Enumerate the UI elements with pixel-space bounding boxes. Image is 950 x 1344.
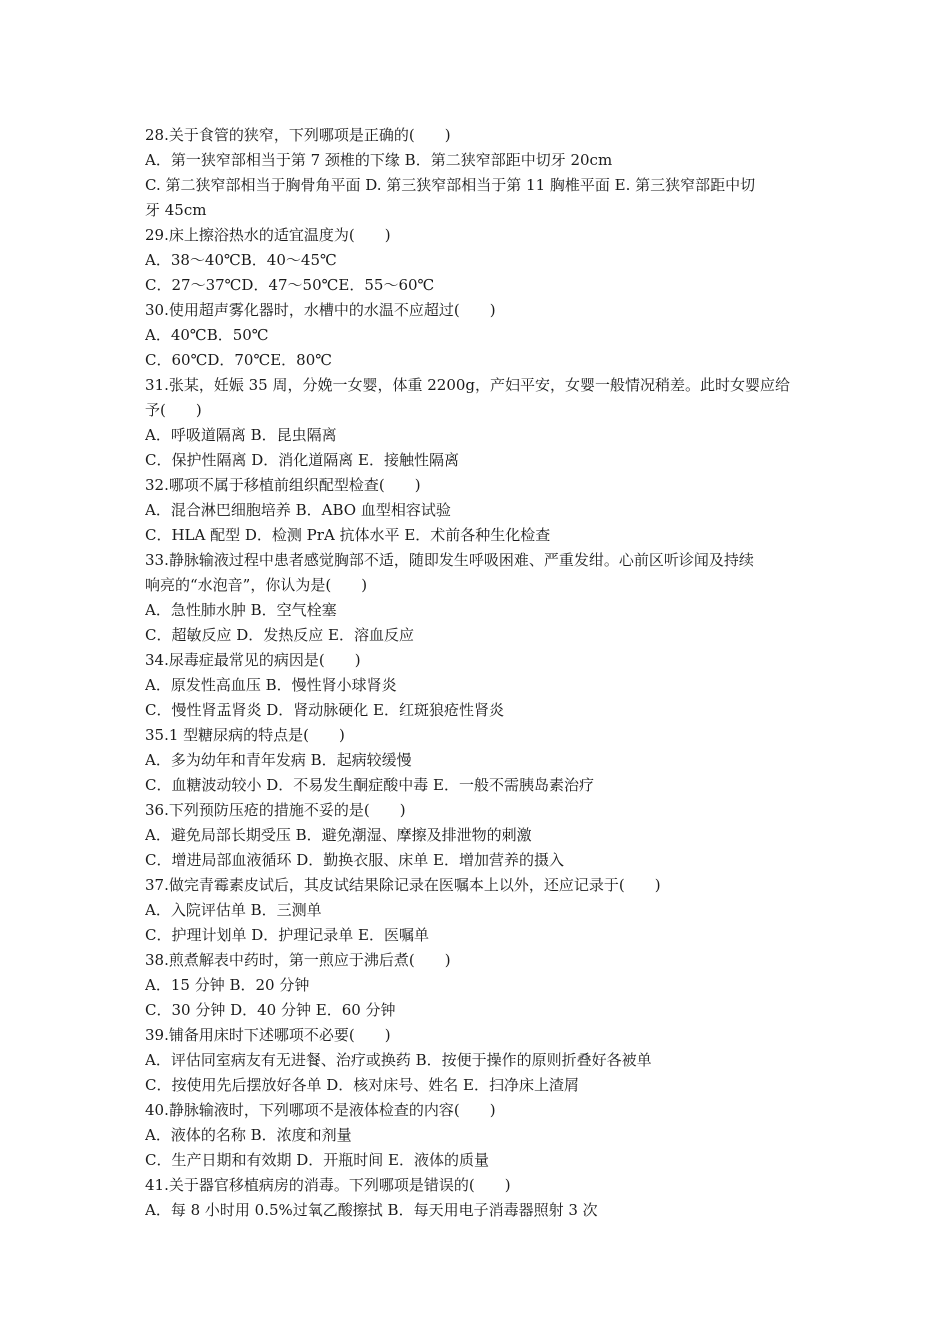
question-28-stem: 28.关于食管的狭窄，下列哪项是正确的( ) xyxy=(145,126,451,144)
question-38-options-cde: C．30 分钟 D．40 分钟 E．60 分钟 xyxy=(145,1001,396,1019)
question-32-options-cde: C．HLA 配型 D．检测 PrA 抗体水平 E．术前各种生化检查 xyxy=(145,526,551,544)
question-31-stem: 31.张某，妊娠 35 周，分娩一女婴，体重 2200g，产妇平安，女婴一般情况稍差。此时女婴应给 xyxy=(145,376,791,394)
question-29-stem: 29.床上擦浴热水的适宜温度为( ) xyxy=(145,226,391,244)
question-34-stem: 34.尿毒症最常见的病因是( ) xyxy=(145,651,361,669)
question-39-options-cde: C．按使用先后摆放好各单 D．核对床号、姓名 E．扫净床上渣屑 xyxy=(145,1076,579,1094)
question-34-options-ab: A．原发性高血压 B．慢性肾小球肾炎 xyxy=(145,676,397,694)
question-30-stem: 30.使用超声雾化器时，水槽中的水温不应超过( ) xyxy=(145,301,496,319)
question-32-stem: 32.哪项不属于移植前组织配型检查( ) xyxy=(145,476,421,494)
question-37-options-ab: A．入院评估单 B．三测单 xyxy=(145,901,322,919)
question-35-options-ab: A．多为幼年和青年发病 B．起病较缓慢 xyxy=(145,751,412,769)
question-28-options-cde-cont: 牙 45cm xyxy=(145,201,207,219)
question-37-options-cde: C．护理计划单 D．护理记录单 E．医嘱单 xyxy=(145,926,429,944)
question-38-options-ab: A．15 分钟 B．20 分钟 xyxy=(145,976,310,994)
question-39-stem: 39.铺备用床时下述哪项不必要( ) xyxy=(145,1026,391,1044)
question-40-stem: 40.静脉输液时，下列哪项不是液体检查的内容( ) xyxy=(145,1101,496,1119)
question-33-stem-cont: 响亮的“水泡音”，你认为是( ) xyxy=(145,576,368,594)
question-30-options-ab: A．40℃B．50℃ xyxy=(145,326,269,344)
question-30-options-cde: C．60℃D．70℃E．80℃ xyxy=(145,351,333,369)
question-29-options-ab: A．38～40℃B．40～45℃ xyxy=(145,251,337,269)
question-33-stem: 33.静脉输液过程中患者感觉胸部不适，随即发生呼吸困难、严重发绀。心前区听诊闻及持续 xyxy=(145,551,754,569)
question-31-options-cde: C．保护性隔离 D．消化道隔离 E．接触性隔离 xyxy=(145,451,459,469)
question-41-stem: 41.关于器官移植病房的消毒。下列哪项是错误的( ) xyxy=(145,1176,511,1194)
question-36-options-ab: A．避免局部长期受压 B．避免潮湿、摩擦及排泄物的刺激 xyxy=(145,826,532,844)
question-40-options-cde: C．生产日期和有效期 D．开瓶时间 E．液体的质量 xyxy=(145,1151,489,1169)
question-36-options-cde: C．增进局部血液循环 D．勤换衣服、床单 E．增加营养的摄入 xyxy=(145,851,564,869)
question-33-options-cde: C．超敏反应 D．发热反应 E．溶血反应 xyxy=(145,626,414,644)
question-39-options-ab: A．评估同室病友有无进餐、治疗或换药 B．按便于操作的原则折叠好各被单 xyxy=(145,1051,652,1069)
question-29-options-cde: C．27～37℃D．47～50℃E．55～60℃ xyxy=(145,276,435,294)
question-31-options-ab: A．呼吸道隔离 B．昆虫隔离 xyxy=(145,426,337,444)
question-34-options-cde: C．慢性肾盂肾炎 D．肾动脉硬化 E．红斑狼疮性肾炎 xyxy=(145,701,504,719)
question-32-options-ab: A．混合淋巴细胞培养 B．ABO 血型相容试验 xyxy=(145,501,451,519)
question-37-stem: 37.做完青霉素皮试后，其皮试结果除记录在医嘱本上以外，还应记录于( ) xyxy=(145,876,661,894)
question-38-stem: 38.煎煮解表中药时，第一煎应于沸后煮( ) xyxy=(145,951,451,969)
question-36-stem: 36.下列预防压疮的措施不妥的是( ) xyxy=(145,801,406,819)
question-33-options-ab: A．急性肺水肿 B．空气栓塞 xyxy=(145,601,337,619)
question-28-options-ab: A．第一狭窄部相当于第 7 颈椎的下缘 B．第二狭窄部距中切牙 20cm xyxy=(145,151,613,169)
question-35-stem: 35.1 型糖尿病的特点是( ) xyxy=(145,726,345,744)
question-31-stem-cont: 予( ) xyxy=(145,401,202,419)
question-41-options-ab: A．每 8 小时用 0.5%过氧乙酸擦拭 B．每天用电子消毒器照射 3 次 xyxy=(145,1201,598,1219)
question-28-options-cde: C. 第二狭窄部相当于胸骨角平面 D. 第三狭窄部相当于第 11 胸椎平面 E. 第三狭窄部距中切 xyxy=(145,176,756,194)
question-40-options-ab: A．液体的名称 B．浓度和剂量 xyxy=(145,1126,352,1144)
question-text-block xyxy=(145,123,815,1223)
question-35-options-cde: C．血糖波动较小 D．不易发生酮症酸中毒 E．一般不需胰岛素治疗 xyxy=(145,776,594,794)
